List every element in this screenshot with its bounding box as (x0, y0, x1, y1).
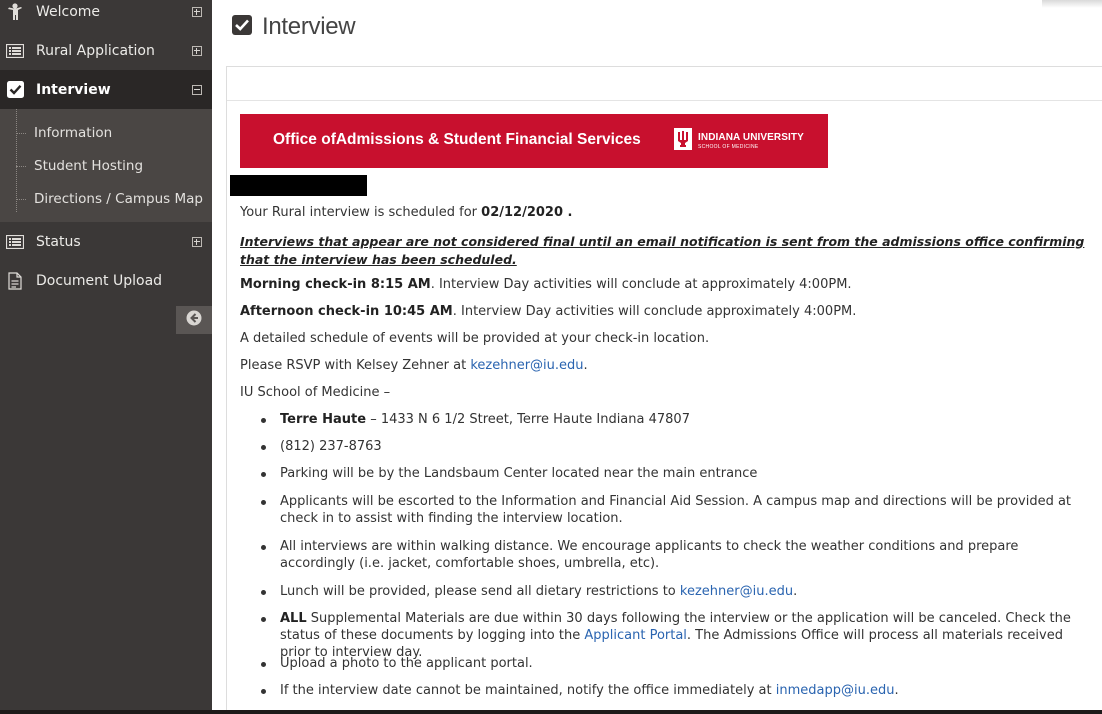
person-icon (6, 3, 24, 21)
sidebar-subnav (0, 109, 212, 222)
notify-email-link[interactable]: inmedapp@iu.edu (775, 683, 895, 698)
list-item: ALL Supplemental Materials are due within 30 days following the interview or the application will be canceled. Check the status of these documents by logging into the Applicant Portal. The Admissions Office will process all materials received prior to interview day. (240, 610, 1090, 661)
school-heading: IU School of Medicine – (240, 385, 391, 400)
morning-checkin: Morning check-in 8:15 AM. Interview Day activities will conclude at approximately 4:00PM. (240, 277, 852, 292)
sidebar (0, 0, 212, 714)
list-item: Terre Haute – 1433 N 6 1/2 Street, Terre Haute Indiana 47807 (240, 411, 1090, 428)
sidebar-item-rural-application[interactable] (0, 31, 212, 70)
form-icon (6, 233, 24, 251)
schedule-note: A detailed schedule of events will be provided at your check-in location. (240, 331, 710, 346)
final-notice: Interviews that appear are not considered final until an email notification is sent from the admissions office confirming that the interview has been scheduled. (240, 234, 1085, 267)
expand-icon[interactable] (192, 7, 202, 17)
interview-date-line: Your Rural interview is scheduled for 02/12/2020 . (240, 205, 573, 220)
sidebar-item-label: Document Upload (36, 272, 163, 289)
sidebar-item-document-upload[interactable] (0, 261, 212, 300)
sidebar-subitem-label: Student Hosting (34, 158, 144, 174)
sidebar-subitem-label: Information (34, 125, 113, 141)
document-icon (6, 272, 24, 290)
sidebar-subitem-student-hosting[interactable] (0, 151, 212, 181)
admissions-banner (240, 114, 828, 168)
checkbox-icon (232, 15, 252, 39)
sidebar-subitem-label: Directions / Campus Map (34, 191, 203, 207)
afternoon-checkin: Afternoon check-in 10:45 AM. Interview Day activities will conclude approximately 4:00PM. (240, 304, 857, 319)
sidebar-item-label: Interview (36, 81, 111, 98)
collapse-sidebar-button[interactable] (176, 306, 212, 334)
checkbox-icon (6, 81, 24, 99)
lunch-email-link[interactable]: kezehner@iu.edu (679, 584, 794, 599)
sidebar-subitem-directions-campus-map[interactable] (0, 184, 212, 214)
interview-date: 02/12/2020 (481, 205, 564, 220)
form-icon (6, 42, 24, 60)
collapse-icon[interactable] (192, 85, 202, 95)
logo-name: INDIANA UNIVERSITY (698, 131, 804, 143)
trident-icon (674, 128, 692, 154)
expand-icon[interactable] (192, 46, 202, 56)
sidebar-item-welcome[interactable] (0, 0, 212, 31)
list-item: If the interview date cannot be maintained, notify the office immediately at inmedapp@iu.edu. (240, 682, 1090, 699)
page-header (232, 13, 355, 41)
applicant-portal-link[interactable]: Applicant Portal (584, 628, 687, 643)
rsvp-email-link[interactable]: kezehner@iu.edu (470, 358, 584, 373)
list-item: Parking will be by the Landsbaum Center located near the main entrance (240, 465, 1090, 482)
sidebar-item-label: Status (36, 233, 81, 250)
list-item: All interviews are within walking distance. We encourage applicants to check the weather conditions and prepare accordingly (i.e. jacket, comfortable shoes, umbrella, etc). (240, 538, 1090, 572)
logo-subtitle: SCHOOL OF MEDICINE (698, 143, 759, 150)
list-item: (812) 237-8763 (240, 438, 1090, 455)
list-item: Applicants will be escorted to the Information and Financial Aid Session. A campus map and directions will be provided at check in to assist with finding the interview location. (240, 493, 1090, 527)
redacted-name (230, 175, 367, 196)
panel-header (227, 67, 1102, 101)
sidebar-item-label: Welcome (36, 3, 101, 20)
sidebar-item-label: Rural Application (36, 42, 155, 59)
rsvp-line: Please RSVP with Kelsey Zehner at kezehner@iu.edu. (240, 358, 588, 373)
list-item: Lunch will be provided, please send all dietary restrictions to kezehner@iu.edu. (240, 583, 1090, 600)
window-bottom-edge (0, 710, 1102, 714)
expand-icon[interactable] (192, 237, 202, 247)
sidebar-item-status[interactable] (0, 222, 212, 261)
banner-title: Office ofAdmissions & Student Financial Services (273, 131, 641, 148)
arrow-left-circle-icon (186, 310, 202, 330)
sidebar-subitem-information[interactable] (0, 118, 212, 148)
page-title: Interview (262, 13, 356, 40)
sidebar-item-interview[interactable] (0, 70, 212, 109)
iu-logo (674, 130, 804, 152)
list-item: Upload a photo to the applicant portal. (240, 655, 1090, 672)
